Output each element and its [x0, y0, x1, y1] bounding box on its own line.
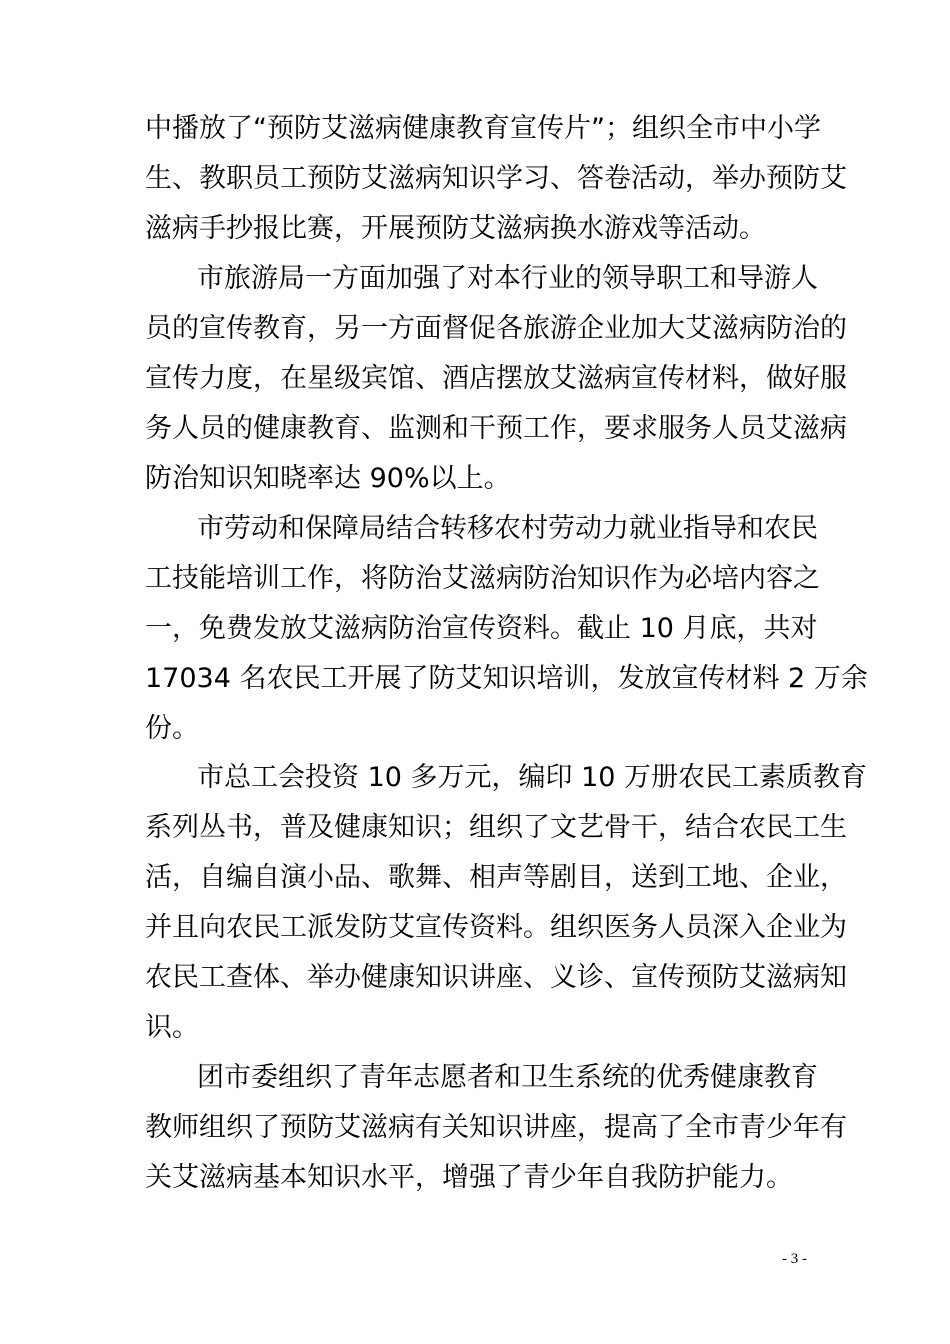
text-line: 市劳动和保障局结合转移农村劳动力就业指导和农民	[197, 513, 818, 544]
text-line: 17034 名农民工开展了防艾知识培训，发放宣传材料 2 万余	[145, 663, 868, 694]
page-number: - 3 -	[782, 1251, 807, 1267]
text-line: 员的宣传教育，另一方面督促各旅游企业加大艾滋病防治的	[145, 313, 847, 344]
text-line: 市旅游局一方面加强了对本行业的领导职工和导游人	[197, 263, 818, 294]
text-line: 防治知识知晓率达 90%以上。	[145, 463, 511, 494]
text-line: 中播放了“预防艾滋病健康教育宣传片”；组织全市中小学	[145, 113, 821, 144]
text-line: 关艾滋病基本知识水平，增强了青少年自我防护能力。	[145, 1162, 793, 1193]
text-line: 滋病手抄报比赛，开展预防艾滋病换水游戏等活动。	[145, 213, 766, 244]
text-line: 份。	[145, 713, 199, 744]
text-line: 一，免费发放艾滋病防治宣传资料。截止 10 月底，共对	[145, 613, 818, 644]
text-line: 务人员的健康教育、监测和干预工作，要求服务人员艾滋病	[145, 413, 847, 444]
text-line: 活，自编自演小品、歌舞、相声等剧目，送到工地、企业，	[145, 862, 847, 893]
text-line: 工技能培训工作，将防治艾滋病防治知识作为必培内容之	[145, 563, 820, 594]
text-line: 农民工查体、举办健康知识讲座、义诊、宣传预防艾滋病知	[145, 962, 847, 993]
text-line: 市总工会投资 10 多万元，编印 10 万册农民工素质教育	[197, 762, 868, 793]
text-line: 生、教职员工预防艾滋病知识学习、答卷活动，举办预防艾	[145, 163, 847, 194]
text-line: 教师组织了预防艾滋病有关知识讲座，提高了全市青少年有	[145, 1112, 847, 1143]
text-line: 并且向农民工派发防艾宣传资料。组织医务人员深入企业为	[145, 912, 847, 943]
text-line: 宣传力度，在星级宾馆、酒店摆放艾滋病宣传材料，做好服	[145, 363, 847, 394]
text-line: 识。	[145, 1012, 199, 1043]
text-line: 团市委组织了青年志愿者和卫生系统的优秀健康教育	[197, 1062, 818, 1093]
text-line: 系列丛书，普及健康知识；组织了文艺骨干，结合农民工生	[145, 812, 847, 843]
